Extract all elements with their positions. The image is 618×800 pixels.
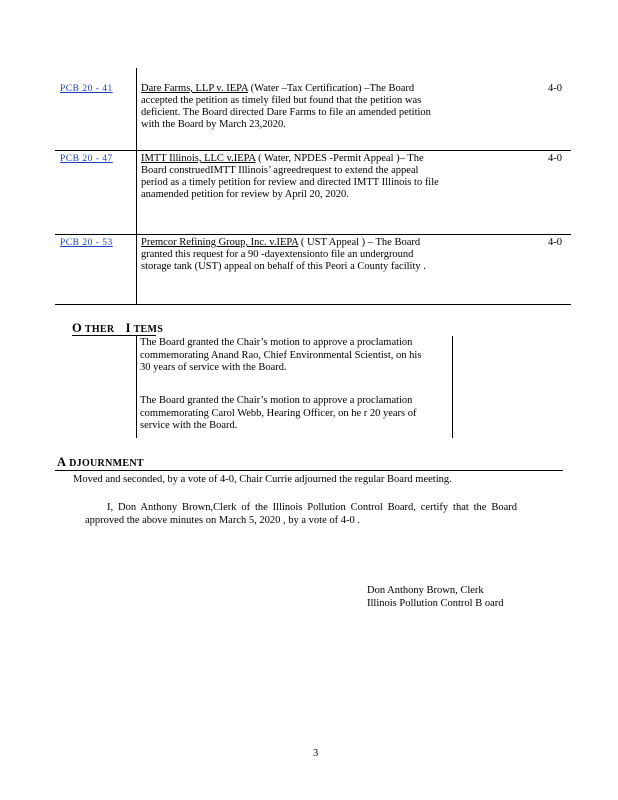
case-vote: 4-0 bbox=[548, 153, 562, 164]
signature-org: Illinois Pollution Control B oard bbox=[367, 598, 504, 609]
case-summary: (Water –Tax Certification) –The Board accepted the petition as timely filed but found that the petition was deficient. The Board directed Dare Farms to file an amended petition with the Board by March 23,2020. bbox=[141, 83, 431, 130]
case-summary: ( Water, NPDES -Permit Appeal )– The Board construedIMTT Illinois’ agreedrequest to extend the appeal period as a timely petition for review and directed IMTT Illinois to file anamended petition for review by April 20, 2020. bbox=[141, 153, 439, 200]
adjournment-heading: A DJOURNMENT bbox=[57, 455, 144, 469]
case-summary: ( UST Appeal ) – The Board granted this request for a 90 -dayextensionto file an underground storage tank (UST) appeal on behalf of this Peori a County facility . bbox=[141, 237, 426, 272]
table-bottom-border bbox=[55, 304, 571, 305]
other-items-right-border bbox=[452, 336, 453, 438]
case-vote: 4-0 bbox=[548, 83, 562, 94]
case-number-link[interactable]: PCB 20 - 53 bbox=[60, 238, 113, 248]
certification-text: I, Don Anthony Brown,Clerk of the Illinois Pollution Control Board, certify that the Board approved the above minutes on March 5, 2020 , by a vote of 4-0 . bbox=[85, 502, 517, 526]
table-row-divider-1 bbox=[55, 150, 571, 151]
case-description bbox=[141, 83, 441, 131]
adjournment-rule bbox=[55, 470, 563, 471]
other-items-heading-underline bbox=[72, 335, 156, 336]
case-vote: 4-0 bbox=[548, 237, 562, 248]
case-title: Dare Farms, LLP v. IEPA bbox=[141, 83, 249, 94]
other-items-paragraph-1: The Board granted the Chair’s motion to approve a proclamation commemorating Anand Rao, Chief Environmental Scientist, on his 30 years of service with the Board. bbox=[140, 337, 422, 373]
table-row-divider-2 bbox=[55, 234, 571, 235]
table-column-divider-top bbox=[136, 68, 137, 304]
signature-name: Don Anthony Brown, Clerk bbox=[367, 585, 484, 596]
other-items-heading: O THER I TEMS bbox=[72, 321, 164, 335]
case-description bbox=[141, 237, 441, 273]
page-number: 3 bbox=[313, 748, 319, 759]
other-items-paragraph-2: The Board granted the Chair’s motion to approve a proclamation commemorating Carol Webb, Hearing Officer, on he r 20 years of service with the Board. bbox=[140, 395, 417, 431]
case-title: Premcor Refining Group, Inc. v.IEPA bbox=[141, 237, 299, 248]
other-items-left-border bbox=[136, 336, 137, 438]
case-number-link[interactable]: PCB 20 - 41 bbox=[60, 84, 113, 94]
case-description bbox=[141, 153, 441, 201]
case-number-link[interactable]: PCB 20 - 47 bbox=[60, 154, 113, 164]
case-title: IMTT Illinois, LLC v.IEPA bbox=[141, 153, 256, 164]
adjournment-text: Moved and seconded, by a vote of 4-0, Chair Currie adjourned the regular Board meeting. bbox=[73, 474, 452, 485]
